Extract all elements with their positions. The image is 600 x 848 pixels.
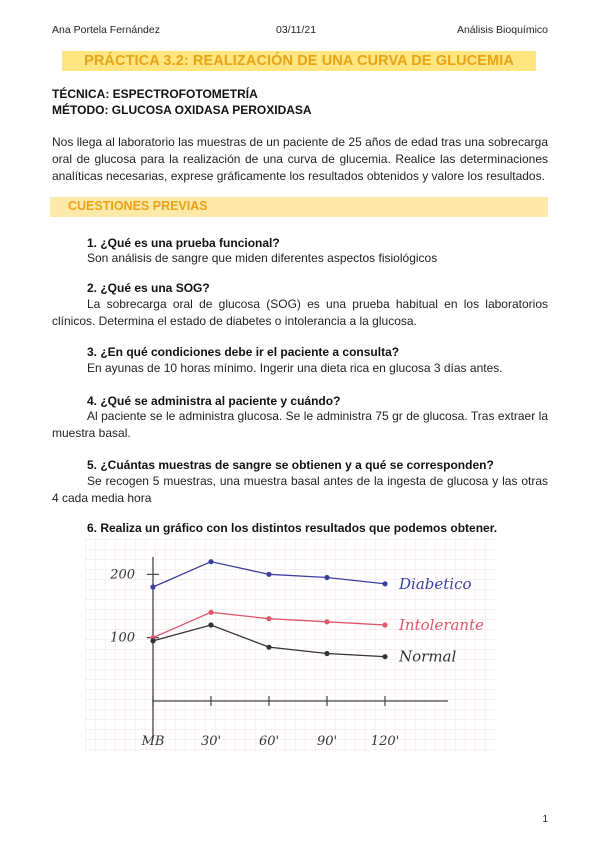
question-4: 4. ¿Qué se administra al paciente y cuándo? — [87, 394, 341, 408]
method-label: MÉTODO: GLUCOSA OXIDASA PEROXIDASA — [52, 103, 312, 117]
y-tick-label: 100 — [110, 630, 135, 646]
x-tick-label: MB — [141, 734, 165, 749]
data-point — [266, 616, 271, 621]
section-title: CUESTIONES PREVIAS — [68, 199, 208, 213]
page-number: 1 — [542, 814, 548, 825]
x-tick-label: 30' — [200, 734, 222, 749]
answer-3: En ayunas de 10 horas mínimo. Ingerir una dieta rica en glucosa 3 días antes. — [87, 361, 503, 375]
series-label: Normal — [399, 647, 457, 666]
series-label: Diabetico — [399, 574, 472, 593]
data-point — [266, 572, 271, 577]
page-title: PRÁCTICA 3.2: REALIZACIÓN DE UNA CURVA DE GLUCEMIA — [62, 51, 536, 71]
technique-label: TÉCNICA: ESPECTROFOTOMETRÍA — [52, 87, 258, 101]
header-date: 03/11/21 — [276, 24, 317, 36]
glucose-curve-chart — [85, 539, 495, 754]
data-point — [208, 622, 213, 627]
data-point — [150, 638, 155, 643]
data-point — [324, 575, 329, 580]
question-6: 6. Realiza un gráfico con los distintos resultados que podemos obtener. — [87, 521, 498, 535]
header-subject: Análisis Bioquímico — [456, 24, 548, 36]
data-point — [208, 610, 213, 615]
x-tick-label: 60' — [258, 734, 280, 749]
data-point — [382, 654, 387, 659]
data-point — [324, 651, 329, 656]
answer-2: La sobrecarga oral de glucosa (SOG) es una prueba habitual en los laboratorios clínicos. Determina el estado de diabetes o intolerancia a la glucosa. — [52, 297, 548, 328]
answer-4: Al paciente se le administra glucosa. Se le administra 75 gr de glucosa. Tras extraer la muestra basal. — [52, 409, 548, 440]
intro-paragraph: Nos llega al laboratorio las muestras de un paciente de 25 años de edad tras una sobrecarga oral de glucosa para la realización de una curva de glucemia. Realice las determinaciones analíticas necesarias, exprese gráficamente los resultados obtenidos y valore los resultados. — [52, 135, 548, 183]
y-tick-label: 200 — [110, 567, 135, 583]
data-point — [208, 559, 213, 564]
answer-5: Se recogen 5 muestras, una muestra basal antes de la ingesta de glucosa y las otras 4 cada media hora — [52, 474, 548, 505]
grid-paper — [85, 539, 495, 754]
answer-1: Son análisis de sangre que miden diferentes aspectos fisiológicos — [87, 251, 438, 265]
data-point — [324, 619, 329, 624]
data-point — [150, 584, 155, 589]
x-tick-label: 120' — [370, 734, 400, 749]
question-3: 3. ¿En qué condiciones debe ir el paciente a consulta? — [87, 345, 400, 359]
section-header — [50, 197, 548, 217]
data-point — [382, 581, 387, 586]
x-tick-label: 90' — [316, 734, 338, 749]
question-1: 1. ¿Qué es una prueba funcional? — [87, 236, 280, 250]
series-label: Intolerante — [399, 616, 484, 634]
data-point — [266, 645, 271, 650]
question-5: 5. ¿Cuántas muestras de sangre se obtienen y a qué se corresponden? — [87, 458, 494, 472]
header-author: Ana Portela Fernández — [52, 24, 160, 36]
data-point — [382, 622, 387, 627]
question-2: 2. ¿Qué es una SOG? — [87, 281, 210, 295]
